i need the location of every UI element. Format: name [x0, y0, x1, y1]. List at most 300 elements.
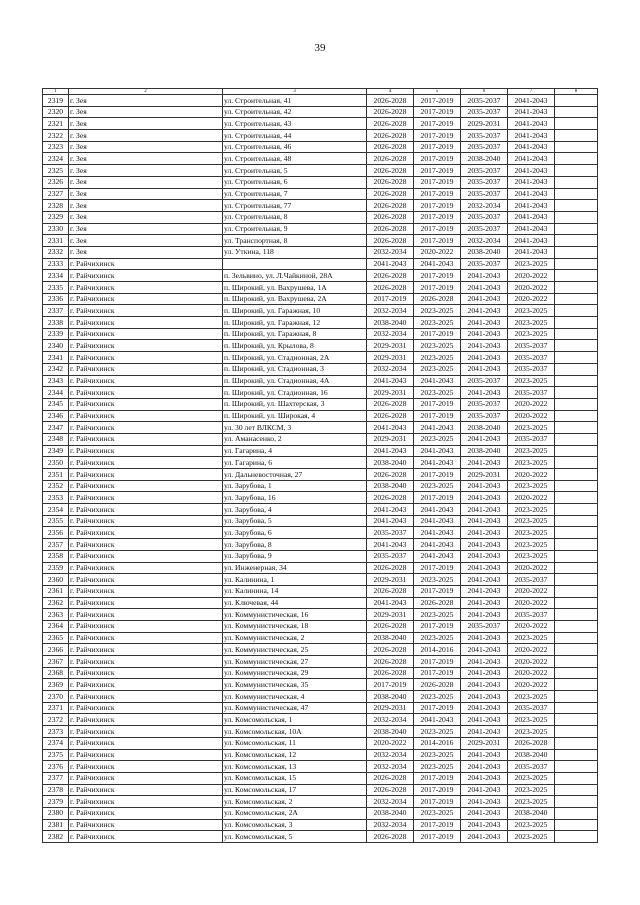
period-cell-col5: 2041-2043	[414, 457, 461, 469]
table-row	[43, 597, 598, 609]
period-cell-col6: 2038-2040	[461, 445, 508, 457]
period-cell-col6: 2032-2034	[461, 200, 508, 212]
address-cell: п. Широкий, ул. Крылова, 8	[223, 340, 367, 352]
address-cell: ул. Строительная, 41	[223, 95, 367, 107]
city-cell: г. Райчихинск	[69, 796, 223, 808]
note-cell-col8	[555, 375, 598, 387]
period-cell-col4: 2029-2031	[367, 702, 414, 714]
city-cell: г. Райчихинск	[69, 702, 223, 714]
period-cell-col7: 2020-2022	[508, 644, 555, 656]
period-cell-col6: 2029-2031	[461, 469, 508, 481]
note-cell-col8	[555, 118, 598, 130]
period-cell-col4: 2026-2028	[367, 644, 414, 656]
period-cell-col7: 2038-2040	[508, 749, 555, 761]
address-cell: ул. Зарубова, 8	[223, 539, 367, 551]
period-cell-col5: 2041-2043	[414, 515, 461, 527]
table-row	[43, 585, 598, 597]
note-cell-col8	[555, 504, 598, 516]
note-cell-col8	[555, 597, 598, 609]
period-cell-col7: 2035-2037	[508, 702, 555, 714]
note-cell-col8	[555, 317, 598, 329]
note-cell-col8	[555, 620, 598, 632]
period-cell-col5: 2017-2019	[414, 188, 461, 200]
table-row	[43, 118, 598, 130]
row-number: 2349	[43, 445, 69, 457]
table-row	[43, 737, 598, 749]
period-cell-col6: 2041-2043	[461, 282, 508, 294]
period-cell-col6: 2035-2037	[461, 106, 508, 118]
period-cell-col7: 2020-2022	[508, 469, 555, 481]
note-cell-col8	[555, 200, 598, 212]
period-cell-col5: 2041-2043	[414, 258, 461, 270]
row-number: 2362	[43, 597, 69, 609]
city-cell: г. Райчихинск	[69, 632, 223, 644]
row-number: 2350	[43, 457, 69, 469]
table-row	[43, 282, 598, 294]
period-cell-col4: 2026-2028	[367, 176, 414, 188]
address-cell: ул. Транспортная, 8	[223, 235, 367, 247]
period-cell-col6: 2038-2040	[461, 422, 508, 434]
table-row	[43, 165, 598, 177]
period-cell-col7: 2041-2043	[508, 95, 555, 107]
address-cell: п. Широкий, ул. Гаражная, 8	[223, 328, 367, 340]
address-cell: ул. Зарубова, 6	[223, 527, 367, 539]
period-cell-col4: 2026-2028	[367, 235, 414, 247]
period-cell-col4: 2032-2034	[367, 749, 414, 761]
period-cell-col5: 2041-2043	[414, 504, 461, 516]
period-cell-col5: 2023-2025	[414, 574, 461, 586]
period-cell-col7: 2023-2025	[508, 831, 555, 843]
period-cell-col6: 2041-2043	[461, 679, 508, 691]
city-cell: г. Райчихинск	[69, 515, 223, 527]
table-row	[43, 246, 598, 258]
city-cell: г. Райчихинск	[69, 492, 223, 504]
table-row	[43, 562, 598, 574]
period-cell-col4: 2041-2043	[367, 539, 414, 551]
city-cell: г. Райчихинск	[69, 819, 223, 831]
note-cell-col8	[555, 527, 598, 539]
period-cell-col5: 2014-2016	[414, 737, 461, 749]
column-header: 4	[367, 89, 414, 95]
period-cell-col4: 2035-2037	[367, 550, 414, 562]
note-cell-col8	[555, 679, 598, 691]
period-cell-col7: 2041-2043	[508, 176, 555, 188]
note-cell-col8	[555, 106, 598, 118]
period-cell-col6: 2035-2037	[461, 141, 508, 153]
row-number: 2331	[43, 235, 69, 247]
period-cell-col6: 2041-2043	[461, 562, 508, 574]
row-number: 2342	[43, 363, 69, 375]
period-cell-col5: 2023-2025	[414, 340, 461, 352]
period-cell-col5: 2017-2019	[414, 95, 461, 107]
address-cell: ул. Комсомольская, 1	[223, 714, 367, 726]
address-cell: ул. Коммунистическая, 29	[223, 667, 367, 679]
period-cell-col4: 2026-2028	[367, 772, 414, 784]
column-header: 6	[461, 89, 508, 95]
period-cell-col4: 2026-2028	[367, 211, 414, 223]
period-cell-col6: 2041-2043	[461, 387, 508, 399]
period-cell-col7: 2035-2037	[508, 387, 555, 399]
period-cell-col5: 2017-2019	[414, 796, 461, 808]
period-cell-col6: 2041-2043	[461, 749, 508, 761]
address-cell: ул. Строительная, 48	[223, 153, 367, 165]
row-number: 2374	[43, 737, 69, 749]
period-cell-col6: 2041-2043	[461, 550, 508, 562]
period-cell-col7: 2041-2043	[508, 118, 555, 130]
column-header: 5	[414, 89, 461, 95]
note-cell-col8	[555, 422, 598, 434]
period-cell-col6: 2035-2037	[461, 176, 508, 188]
table-row	[43, 807, 598, 819]
city-cell: г. Райчихинск	[69, 562, 223, 574]
period-cell-col5: 2017-2019	[414, 398, 461, 410]
period-cell-col4: 2041-2043	[367, 515, 414, 527]
address-cell: ул. Калинина, 1	[223, 574, 367, 586]
period-cell-col7: 2041-2043	[508, 188, 555, 200]
period-cell-col4: 2026-2028	[367, 656, 414, 668]
period-cell-col5: 2017-2019	[414, 656, 461, 668]
table-row	[43, 772, 598, 784]
address-cell: ул. Комсомольская, 17	[223, 784, 367, 796]
note-cell-col8	[555, 796, 598, 808]
period-cell-col7: 2035-2037	[508, 574, 555, 586]
table-row	[43, 539, 598, 551]
period-cell-col6: 2041-2043	[461, 667, 508, 679]
period-cell-col6: 2041-2043	[461, 702, 508, 714]
city-cell: г. Зея	[69, 106, 223, 118]
period-cell-col5: 2023-2025	[414, 609, 461, 621]
period-cell-col6: 2041-2043	[461, 270, 508, 282]
row-number: 2340	[43, 340, 69, 352]
note-cell-col8	[555, 352, 598, 364]
city-cell: г. Райчихинск	[69, 410, 223, 422]
period-cell-col7: 2023-2025	[508, 445, 555, 457]
period-cell-col6: 2035-2037	[461, 398, 508, 410]
period-cell-col7: 2023-2025	[508, 539, 555, 551]
address-cell: ул. Коммунистическая, 4	[223, 691, 367, 703]
city-cell: г. Райчихинск	[69, 293, 223, 305]
period-cell-col6: 2035-2037	[461, 211, 508, 223]
row-number: 2358	[43, 550, 69, 562]
row-number: 2373	[43, 726, 69, 738]
note-cell-col8	[555, 328, 598, 340]
period-cell-col4: 2026-2028	[367, 270, 414, 282]
city-cell: г. Зея	[69, 141, 223, 153]
period-cell-col5: 2023-2025	[414, 749, 461, 761]
period-cell-col6: 2041-2043	[461, 317, 508, 329]
row-number: 2336	[43, 293, 69, 305]
period-cell-col6: 2041-2043	[461, 585, 508, 597]
address-cell: ул. Комсомольская, 12	[223, 749, 367, 761]
city-cell: г. Райчихинск	[69, 691, 223, 703]
period-cell-col5: 2017-2019	[414, 620, 461, 632]
period-cell-col7: 2020-2022	[508, 492, 555, 504]
period-cell-col4: 2032-2034	[367, 305, 414, 317]
period-cell-col5: 2017-2019	[414, 200, 461, 212]
address-cell: ул. Строительная, 7	[223, 188, 367, 200]
period-cell-col5: 2017-2019	[414, 772, 461, 784]
row-number: 2382	[43, 831, 69, 843]
period-cell-col4: 2026-2028	[367, 469, 414, 481]
period-cell-col5: 2017-2019	[414, 165, 461, 177]
table-row	[43, 200, 598, 212]
table-row	[43, 714, 598, 726]
table-row	[43, 515, 598, 527]
row-number: 2369	[43, 679, 69, 691]
city-cell: г. Райчихинск	[69, 772, 223, 784]
period-cell-col7: 2020-2022	[508, 667, 555, 679]
city-cell: г. Райчихинск	[69, 504, 223, 516]
period-cell-col4: 2026-2028	[367, 118, 414, 130]
address-cell: ул. Зарубова, 16	[223, 492, 367, 504]
address-cell: ул. 30 лет ВЛКСМ, 3	[223, 422, 367, 434]
address-cell: ул. Строительная, 5	[223, 165, 367, 177]
note-cell-col8	[555, 819, 598, 831]
period-cell-col7: 2020-2022	[508, 585, 555, 597]
period-cell-col5: 2017-2019	[414, 270, 461, 282]
address-cell: ул. Зарубова, 1	[223, 480, 367, 492]
period-cell-col4: 2026-2028	[367, 620, 414, 632]
period-cell-col7: 2041-2043	[508, 223, 555, 235]
note-cell-col8	[555, 223, 598, 235]
period-cell-col4: 2038-2040	[367, 632, 414, 644]
period-cell-col7: 2020-2022	[508, 398, 555, 410]
period-cell-col7: 2023-2025	[508, 328, 555, 340]
table-row	[43, 574, 598, 586]
period-cell-col4: 2038-2040	[367, 317, 414, 329]
period-cell-col4: 2026-2028	[367, 106, 414, 118]
period-cell-col5: 2017-2019	[414, 223, 461, 235]
period-cell-col5: 2017-2019	[414, 176, 461, 188]
row-number: 2363	[43, 609, 69, 621]
column-header: 2	[69, 89, 223, 95]
period-cell-col7: 2035-2037	[508, 433, 555, 445]
city-cell: г. Райчихинск	[69, 656, 223, 668]
address-cell: ул. Зарубова, 9	[223, 550, 367, 562]
note-cell-col8	[555, 141, 598, 153]
period-cell-col5: 2017-2019	[414, 282, 461, 294]
row-number: 2319	[43, 95, 69, 107]
period-cell-col6: 2041-2043	[461, 574, 508, 586]
period-cell-col5: 2017-2019	[414, 328, 461, 340]
period-cell-col7: 2035-2037	[508, 340, 555, 352]
address-cell: ул. Калинина, 14	[223, 585, 367, 597]
table-row	[43, 387, 598, 399]
period-cell-col5: 2023-2025	[414, 317, 461, 329]
address-cell: п. Зельвино, ул. Л.Чайкиной, 28А	[223, 270, 367, 282]
table-row	[43, 328, 598, 340]
city-cell: г. Райчихинск	[69, 620, 223, 632]
row-number: 2378	[43, 784, 69, 796]
period-cell-col6: 2035-2037	[461, 410, 508, 422]
address-cell: ул. Аманасенко, 2	[223, 433, 367, 445]
note-cell-col8	[555, 153, 598, 165]
table-body	[43, 95, 598, 843]
row-number: 2341	[43, 352, 69, 364]
note-cell-col8	[555, 176, 598, 188]
city-cell: г. Райчихинск	[69, 737, 223, 749]
period-cell-col4: 2026-2028	[367, 831, 414, 843]
period-cell-col4: 2035-2037	[367, 527, 414, 539]
row-number: 2370	[43, 691, 69, 703]
note-cell-col8	[555, 772, 598, 784]
note-cell-col8	[555, 632, 598, 644]
period-cell-col6: 2035-2037	[461, 130, 508, 142]
row-number: 2334	[43, 270, 69, 282]
period-cell-col7: 2023-2025	[508, 457, 555, 469]
period-cell-col7: 2023-2025	[508, 632, 555, 644]
period-cell-col4: 2017-2019	[367, 679, 414, 691]
period-cell-col4: 2029-2031	[367, 352, 414, 364]
period-cell-col4: 2026-2028	[367, 784, 414, 796]
period-cell-col6: 2035-2037	[461, 188, 508, 200]
period-cell-col7: 2041-2043	[508, 153, 555, 165]
note-cell-col8	[555, 574, 598, 586]
note-cell-col8	[555, 807, 598, 819]
period-cell-col4: 2041-2043	[367, 445, 414, 457]
city-cell: г. Райчихинск	[69, 352, 223, 364]
city-cell: г. Зея	[69, 165, 223, 177]
period-cell-col4: 2026-2028	[367, 223, 414, 235]
period-cell-col4: 2026-2028	[367, 165, 414, 177]
address-cell: ул. Коммунистическая, 2	[223, 632, 367, 644]
row-number: 2376	[43, 761, 69, 773]
period-cell-col4: 2032-2034	[367, 246, 414, 258]
period-cell-col5: 2041-2043	[414, 714, 461, 726]
period-cell-col4: 2029-2031	[367, 387, 414, 399]
row-number: 2357	[43, 539, 69, 551]
row-number: 2333	[43, 258, 69, 270]
note-cell-col8	[555, 644, 598, 656]
table-row	[43, 469, 598, 481]
row-number: 2345	[43, 398, 69, 410]
period-cell-col5: 2017-2019	[414, 667, 461, 679]
address-cell: ул. Зарубова, 5	[223, 515, 367, 527]
period-cell-col7: 2023-2025	[508, 527, 555, 539]
period-cell-col5: 2017-2019	[414, 702, 461, 714]
period-cell-col4: 2032-2034	[367, 819, 414, 831]
row-number: 2330	[43, 223, 69, 235]
period-cell-col4: 2041-2043	[367, 258, 414, 270]
period-cell-col5: 2017-2019	[414, 235, 461, 247]
row-number: 2338	[43, 317, 69, 329]
period-cell-col5: 2041-2043	[414, 527, 461, 539]
period-cell-col7: 2041-2043	[508, 235, 555, 247]
period-cell-col7: 2035-2037	[508, 352, 555, 364]
period-cell-col7: 2035-2037	[508, 761, 555, 773]
period-cell-col6: 2041-2043	[461, 784, 508, 796]
table-row	[43, 679, 598, 691]
period-cell-col6: 2035-2037	[461, 620, 508, 632]
table-row	[43, 445, 598, 457]
row-number: 2364	[43, 620, 69, 632]
city-cell: г. Райчихинск	[69, 387, 223, 399]
period-cell-col5: 2023-2025	[414, 352, 461, 364]
table-row	[43, 667, 598, 679]
period-cell-col6: 2041-2043	[461, 597, 508, 609]
note-cell-col8	[555, 340, 598, 352]
note-cell-col8	[555, 784, 598, 796]
city-cell: г. Райчихинск	[69, 644, 223, 656]
period-cell-col4: 2026-2028	[367, 585, 414, 597]
row-number: 2332	[43, 246, 69, 258]
address-cell: п. Широкий, ул. Шахтерская, 3	[223, 398, 367, 410]
city-cell: г. Райчихинск	[69, 574, 223, 586]
period-cell-col4: 2041-2043	[367, 375, 414, 387]
address-cell: ул. Комсомольская, 13	[223, 761, 367, 773]
period-cell-col7: 2023-2025	[508, 258, 555, 270]
period-cell-col4: 2017-2019	[367, 293, 414, 305]
period-cell-col6: 2029-2031	[461, 737, 508, 749]
note-cell-col8	[555, 445, 598, 457]
note-cell-col8	[555, 410, 598, 422]
table-row	[43, 130, 598, 142]
row-number: 2343	[43, 375, 69, 387]
period-cell-col6: 2041-2043	[461, 831, 508, 843]
column-header: 3	[223, 89, 367, 95]
period-cell-col7: 2023-2025	[508, 784, 555, 796]
note-cell-col8	[555, 433, 598, 445]
period-cell-col5: 2041-2043	[414, 539, 461, 551]
note-cell-col8	[555, 761, 598, 773]
period-cell-col6: 2041-2043	[461, 691, 508, 703]
period-cell-col5: 2017-2019	[414, 562, 461, 574]
column-header: 1	[43, 89, 69, 95]
table-row	[43, 527, 598, 539]
address-cell: п. Широкий, ул. Стадионная, 3	[223, 363, 367, 375]
city-cell: г. Райчихинск	[69, 807, 223, 819]
table-row	[43, 410, 598, 422]
period-cell-col4: 2020-2022	[367, 737, 414, 749]
period-cell-col6: 2041-2043	[461, 352, 508, 364]
period-cell-col4: 2029-2031	[367, 340, 414, 352]
period-cell-col5: 2017-2019	[414, 410, 461, 422]
city-cell: г. Райчихинск	[69, 433, 223, 445]
address-cell: ул. Дальневосточная, 27	[223, 469, 367, 481]
table-row	[43, 223, 598, 235]
period-cell-col5: 2017-2019	[414, 118, 461, 130]
note-cell-col8	[555, 691, 598, 703]
table-row	[43, 504, 598, 516]
table-row	[43, 95, 598, 107]
row-number: 2368	[43, 667, 69, 679]
table-row	[43, 831, 598, 843]
table-row	[43, 340, 598, 352]
row-number: 2344	[43, 387, 69, 399]
period-cell-col5: 2017-2019	[414, 106, 461, 118]
period-cell-col5: 2041-2043	[414, 422, 461, 434]
column-header: 8	[555, 89, 598, 95]
period-cell-col4: 2026-2028	[367, 130, 414, 142]
table-row	[43, 632, 598, 644]
row-number: 2327	[43, 188, 69, 200]
city-cell: г. Райчихинск	[69, 761, 223, 773]
city-cell: г. Райчихинск	[69, 445, 223, 457]
note-cell-col8	[555, 188, 598, 200]
table-row	[43, 480, 598, 492]
row-number: 2377	[43, 772, 69, 784]
row-number: 2359	[43, 562, 69, 574]
note-cell-col8	[555, 585, 598, 597]
period-cell-col7: 2023-2025	[508, 819, 555, 831]
address-cell: ул. Инженерная, 34	[223, 562, 367, 574]
period-cell-col5: 2041-2043	[414, 445, 461, 457]
period-cell-col7: 2020-2022	[508, 282, 555, 294]
period-cell-col5: 2023-2025	[414, 807, 461, 819]
period-cell-col6: 2041-2043	[461, 726, 508, 738]
period-cell-col4: 2026-2028	[367, 95, 414, 107]
city-cell: г. Райчихинск	[69, 667, 223, 679]
